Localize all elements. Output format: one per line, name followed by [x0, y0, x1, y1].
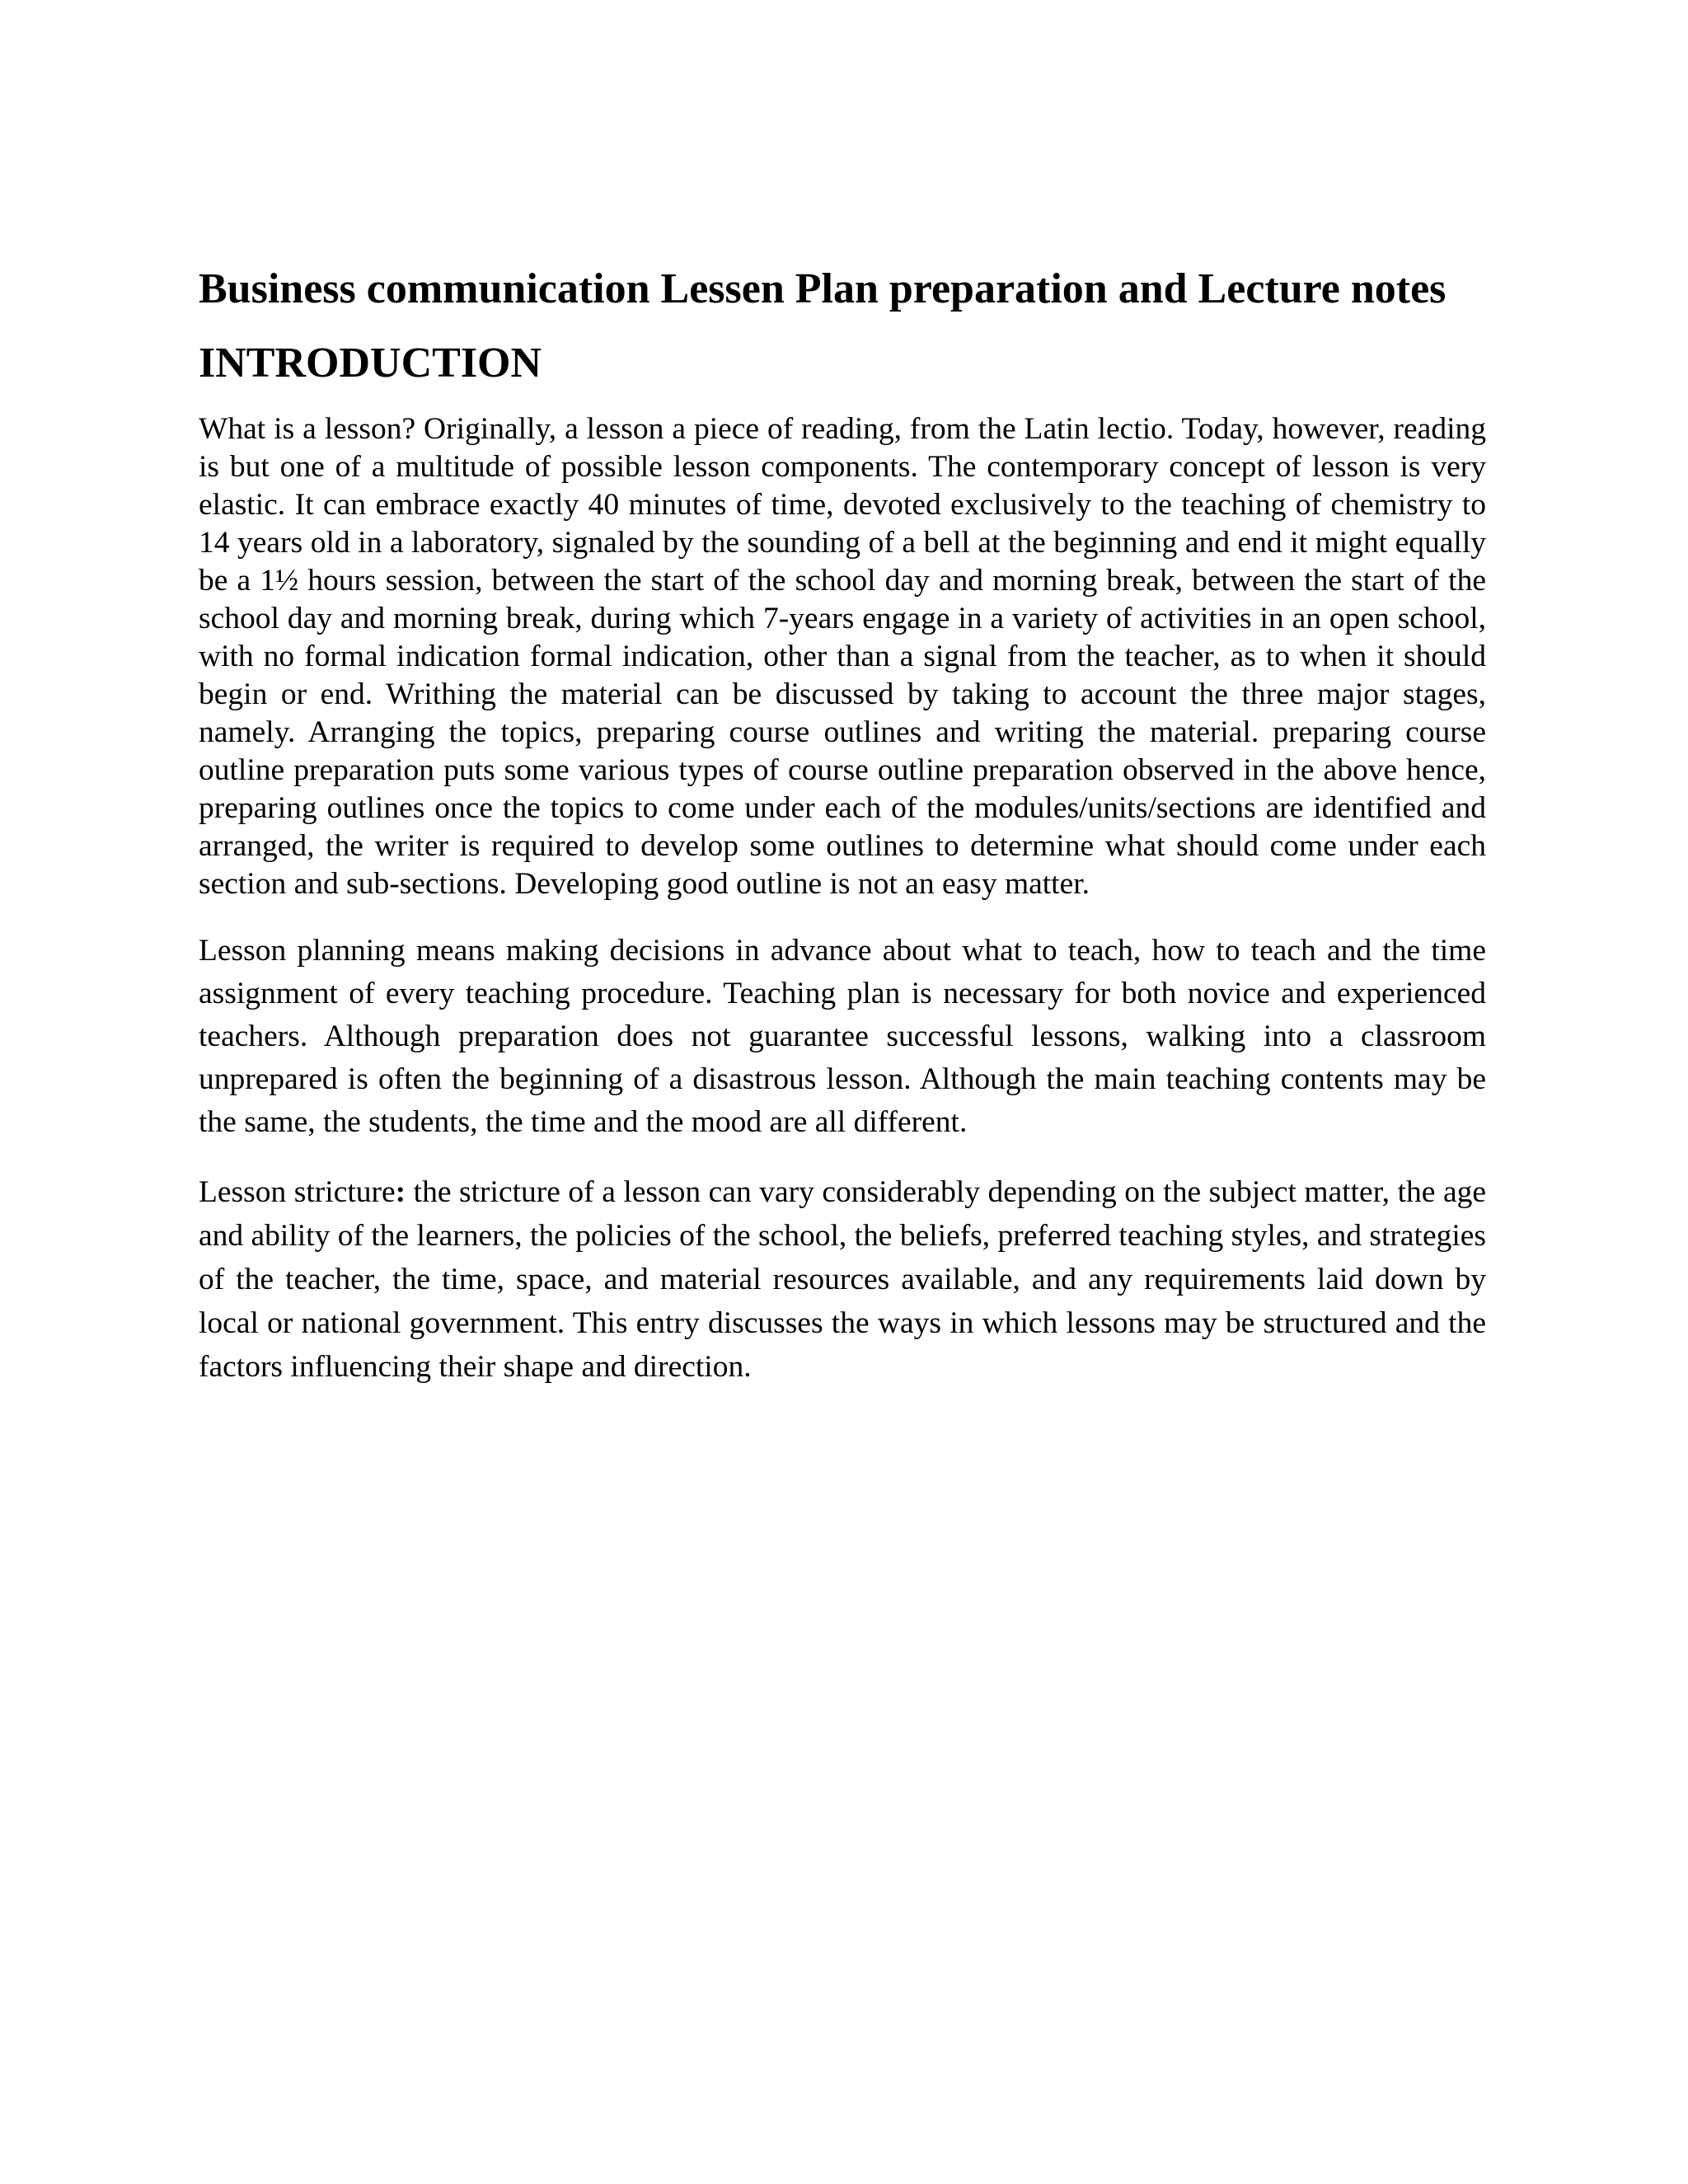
- paragraph-lesson-stricture: [199, 1170, 1486, 1389]
- document-content: [199, 257, 1486, 1389]
- paragraph-lesson-planning: Lesson planning means making decisions in advance about what to teach, how to teach and the time assignment of every teaching procedure. Teaching plan is necessary for both novice and experienced teachers. Although preparation does not guarantee successful lessons, walking into a classroom unprepared is often the beginning of a disastrous lesson. Although the main teaching contents may be the same, the students, the time and the mood are all different.: [199, 934, 1486, 1139]
- document-title: Business communication Lessen Plan preparation and Lecture notes: [199, 265, 1447, 312]
- paragraph-what-is-a-lesson: What is a lesson? Originally, a lesson a piece of reading, from the Latin lectio. Today, however, reading is but one of a multitude of possible lesson components. The contemporary concept of lesson is very elastic. It can embrace exactly 40 minutes of time, devoted exclusively to the teaching of chemistry to 14 years old in a laboratory, signaled by the sounding of a bell at the beginning and end it might equally be a 1½ hours session, between the start of the school day and morning break, between the start of the school day and morning break, during which 7-years engage in a variety of activities in an open school, with no formal indication formal indication, other than a signal from the teacher, as to when it should begin or end. Writhing the material can be discussed by taking to account the three major stages, namely. Arranging the topics, preparing course outlines and writing the material. preparing course outline preparation puts some various types of course outline preparation observed in the above hence, preparing outlines once the topics to come under each of the modules/units/sections are identified and arranged, the writer is required to develop some outlines to determine what should come under each section and sub-sections. Developing good outline is not an easy matter.: [199, 412, 1486, 901]
- section-heading-introduction: INTRODUCTION: [199, 340, 542, 387]
- lesson-stricture-colon: :: [395, 1175, 406, 1209]
- lesson-stricture-body: the stricture of a lesson can vary considerably depending on the subject matter, the age and ability of the learners, the policies of the school, the beliefs, preferred teaching styles, and strategies of the teacher, the time, space, and material resources available, and any requirements laid down by local or national government. This entry discusses the ways in which lessons may be structured and the factors influencing their shape and direction.: [199, 1175, 1486, 1384]
- lesson-stricture-label: Lesson stricture: [199, 1175, 396, 1209]
